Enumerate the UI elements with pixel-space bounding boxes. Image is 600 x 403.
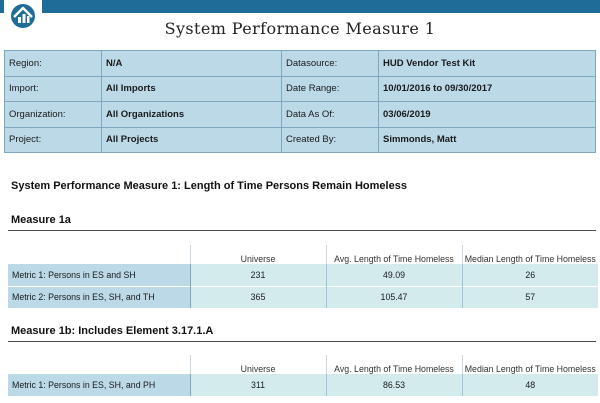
table-row	[8, 286, 598, 308]
top-bar	[0, 0, 600, 13]
measure-1b-table	[8, 355, 598, 396]
region-label: Region:	[5, 51, 102, 77]
param-row-import	[5, 76, 596, 102]
table-row	[8, 374, 598, 396]
project-label: Project:	[5, 127, 102, 153]
organization-value: All Organizations	[102, 102, 282, 128]
param-row-organization	[5, 102, 596, 128]
universe-value: 365	[190, 286, 326, 308]
column-header-metric	[8, 245, 190, 264]
median-length-value: 26	[462, 264, 598, 286]
measure-1b-title: Measure 1b: Includes Element 3.17.1.A	[11, 325, 214, 337]
metric-name: Metric 2: Persons in ES, SH, and TH	[8, 286, 190, 308]
universe-value: 311	[190, 374, 326, 396]
measure-1b-header-row	[8, 355, 598, 374]
avg-length-value: 86.53	[326, 374, 462, 396]
avg-length-value: 105.47	[326, 286, 462, 308]
measure-1a-header-row	[8, 245, 598, 264]
created-by-value: Simmonds, Matt	[379, 127, 596, 153]
measure-1a-title: Measure 1a	[11, 214, 71, 226]
median-length-value: 48	[462, 374, 598, 396]
organization-label: Organization:	[5, 102, 102, 128]
param-row-project	[5, 127, 596, 153]
data-as-of-label: Data As Of:	[282, 102, 379, 128]
avg-length-value: 49.09	[326, 264, 462, 286]
data-as-of-value: 03/06/2019	[379, 102, 596, 128]
region-value: N/A	[102, 51, 282, 77]
param-row-region	[5, 51, 596, 77]
measure-1a-table	[8, 245, 598, 308]
import-value: All Imports	[102, 76, 282, 102]
date-range-value: 10/01/2016 to 09/30/2017	[379, 76, 596, 102]
column-header-median-length: Median Length of Time Homeless	[462, 245, 598, 264]
report-heading: System Performance Measure 1: Length of Time Persons Remain Homeless	[11, 180, 407, 192]
table-row	[8, 264, 598, 286]
column-header-avg-length: Avg. Length of Time Homeless	[326, 245, 462, 264]
created-by-label: Created By:	[282, 127, 379, 153]
project-value: All Projects	[102, 127, 282, 153]
datasource-label: Datasource:	[282, 51, 379, 77]
universe-value: 231	[190, 264, 326, 286]
measure-1a-divider	[8, 230, 596, 231]
metric-name: Metric 1: Persons in ES and SH	[8, 264, 190, 286]
measure-1b-divider	[8, 341, 596, 342]
column-header-median-length: Median Length of Time Homeless	[462, 355, 598, 374]
column-header-universe: Universe	[190, 245, 326, 264]
page-title: System Performance Measure 1	[164, 19, 436, 38]
report-parameters-table	[4, 50, 596, 153]
column-header-avg-length: Avg. Length of Time Homeless	[326, 355, 462, 374]
column-header-metric	[8, 355, 190, 374]
date-range-label: Date Range:	[282, 76, 379, 102]
import-label: Import:	[5, 76, 102, 102]
datasource-value: HUD Vendor Test Kit	[379, 51, 596, 77]
metric-name: Metric 1: Persons in ES, SH, and PH	[8, 374, 190, 396]
median-length-value: 57	[462, 286, 598, 308]
column-header-universe: Universe	[190, 355, 326, 374]
